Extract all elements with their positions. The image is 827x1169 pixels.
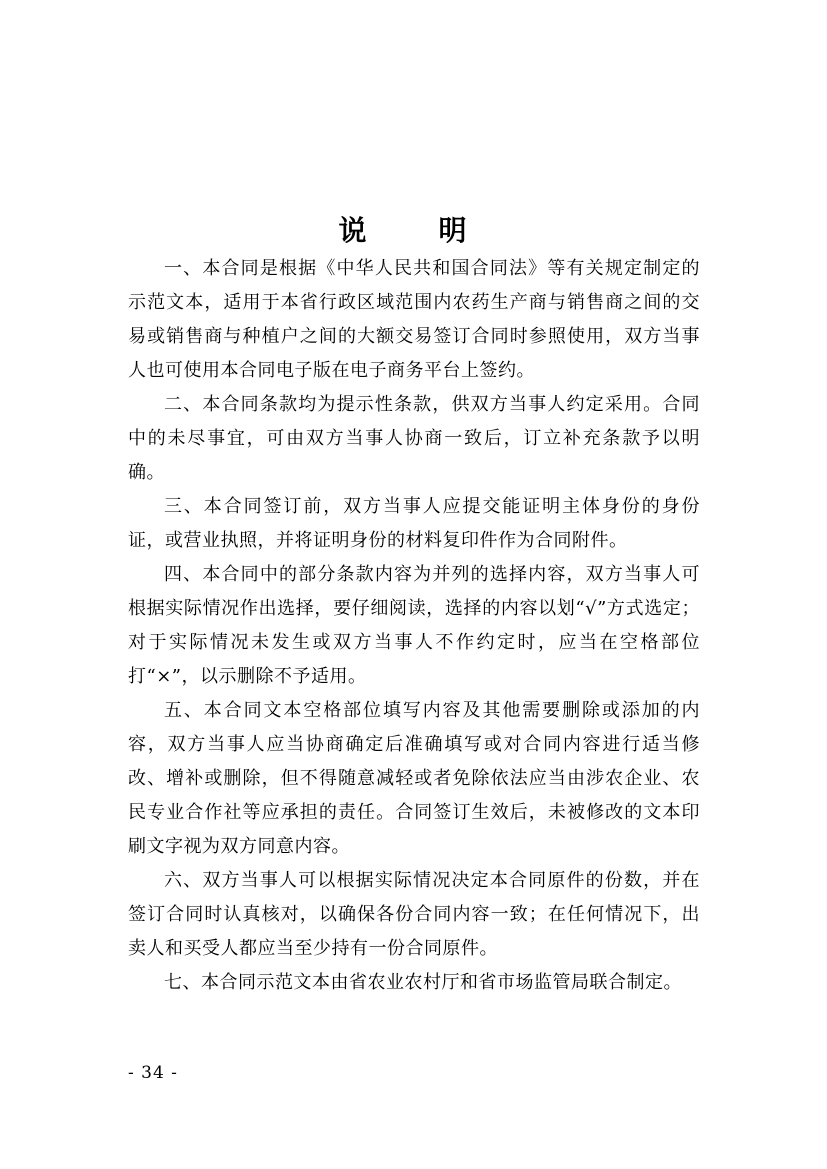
paragraph-6: 六、双方当事人可以根据实际情况决定本合同原件的份数，并在签订合同时认真核对，以确保各份合同内容一致；在任何情况下，出卖人和买受人都应当至少持有一份合同原件。 — [128, 870, 700, 959]
paragraph-3: 三、本合同签订前，双方当事人应提交能证明主体身份的身份证，或营业执照，并将证明身份的材料复印件作为合同附件。 — [128, 496, 700, 551]
paragraph-7: 七、本合同示范文本由省农业农村厅和省市场监管局联合制定。 — [164, 972, 682, 993]
document-title: 说 明 — [338, 213, 489, 247]
page-number: - 34 - — [128, 1063, 178, 1083]
paragraph-1: 一、本合同是根据《中华人民共和国合同法》等有关规定制定的示范文本，适用于本省行政区域范围内农药生产商与销售商之间的交易或销售商与种植户之间的大额交易签订合同时参照使用，双方当事人也可使用本合同电子版在电子商务平台上签约。 — [128, 258, 700, 381]
paragraph-2: 二、本合同条款均为提示性条款，供双方当事人约定采用。合同中的未尽事宜，可由双方当事人协商一致后，订立补充条款予以明确。 — [128, 394, 700, 483]
paragraph-4: 四、本合同中的部分条款内容为并列的选择内容，双方当事人可根据实际情况作出选择，要仔细阅读，选择的内容以划“√”方式选定；对于实际情况未发生或双方当事人不作约定时，应当在空格部位打“×”，以示删除不予适用。 — [128, 564, 700, 687]
paragraph-5: 五、本合同文本空格部位填写内容及其他需要删除或添加的内容，双方当事人应当协商确定后准确填写或对合同内容进行适当修改、增补或删除，但不得随意减轻或者免除依法应当由涉农企业、农民专业合作社等应承担的责任。合同签订生效后，未被修改的文本印刷文字视为双方同意内容。 — [128, 700, 700, 857]
document-body — [128, 252, 700, 1000]
